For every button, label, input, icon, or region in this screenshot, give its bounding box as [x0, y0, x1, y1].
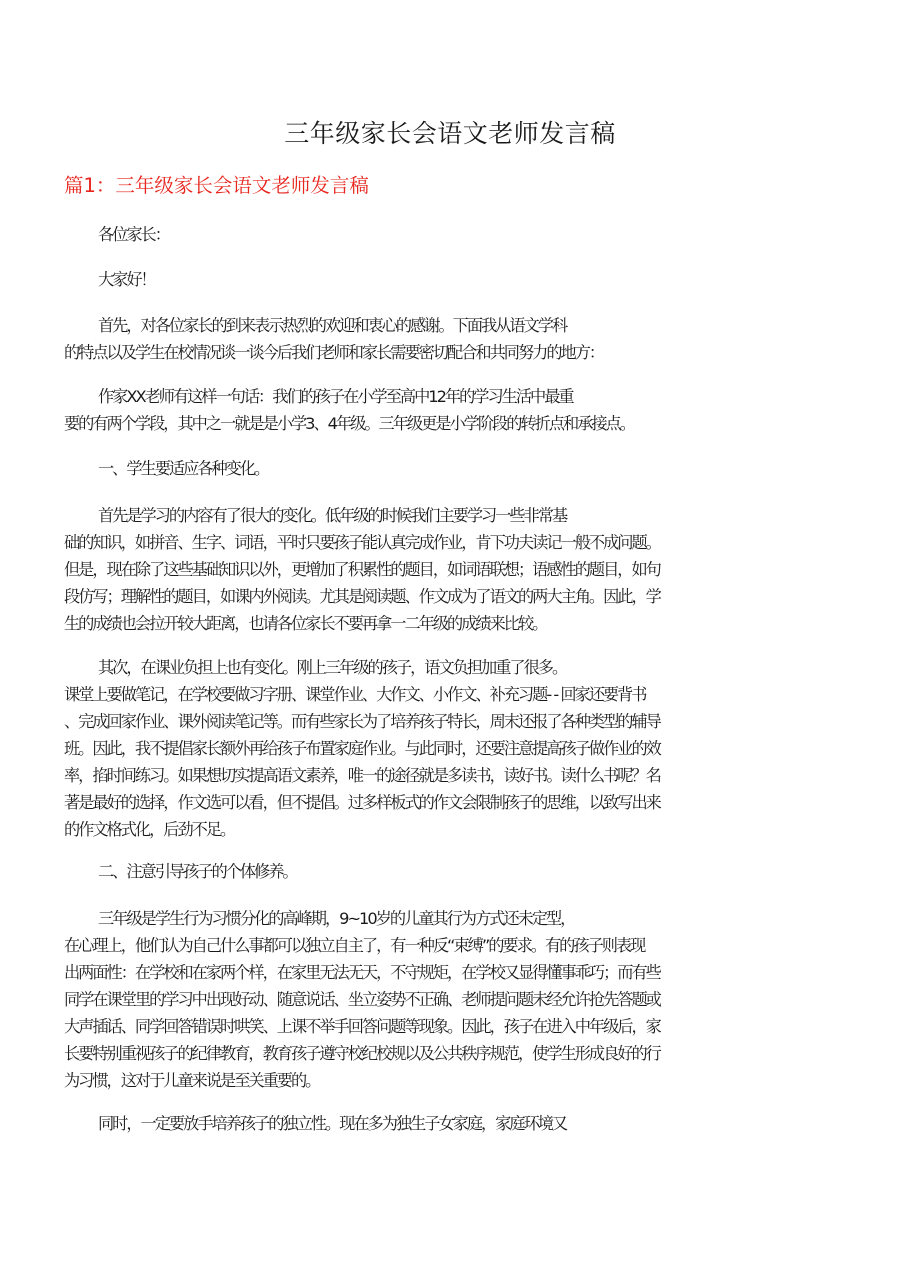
- paragraph-line: 大声插话、同学回答错误时哄笑、上课不举手回答问题等现象。因此，孩子在进入中年级后，家: [64, 1017, 660, 1036]
- paragraph-line: 但是，现在除了这些基础知识以外，更增加了积累性的题目，如词语联想；语感性的题目，如句: [64, 560, 660, 579]
- paragraph-line: 同学在课堂里的学习中出现好动、随意说话、坐立姿势不正确、老师提问题未经允许抢先答题或: [64, 990, 660, 1009]
- paragraph-line: 一、学生要适应各种变化。: [98, 459, 269, 478]
- paragraph-line: 率，掐时间练习。如果想切实提高语文素养，唯一的途径就是多读书，读好书。读什么书呢？名: [64, 766, 660, 785]
- paragraph-line: 段仿写；理解性的题目，如课内外阅读。尤其是阅读题、作文成为了语文的两大主角。因此，学: [64, 587, 660, 606]
- paragraph-line: 二、注意引导孩子的个体修养。: [98, 862, 297, 881]
- paragraph-salutation: [64, 221, 844, 248]
- paragraph-line: 班。因此，我不提倡家长额外再给孩子布置家庭作业。与此同时，还要注意提高孩子做作业的效: [64, 739, 660, 758]
- paragraph-line: 的特点以及学生在校情况谈一谈今后我们老师和家长需要密切配合和共同努力的地方：: [64, 343, 604, 362]
- paragraph-quote: [64, 383, 844, 437]
- paragraph-line: 要的有两个学段，其中之一就是是小学3、4年级。三年级更是小学阶段的转折点和承接点。: [64, 414, 634, 433]
- paragraph-line: 首先，对各位家长的到来表示热烈的欢迎和衷心的感谢。下面我从语文学科: [98, 316, 567, 335]
- paragraph-line: 生的成绩也会拉开较大距离，也请各位家长不要再拿一二年级的成绩来比较。: [64, 614, 547, 633]
- paragraph-behavior: [64, 905, 844, 1094]
- paragraph-independence: [64, 1110, 844, 1137]
- subheading-two: [64, 858, 844, 885]
- paragraph-workload: [64, 654, 844, 843]
- paragraph-line: 首先是学习的内容有了很大的变化。低年级的时候我们主要学习一些非常基: [98, 506, 567, 525]
- paragraph-line: 础的知识，如拼音、生字、词语，平时只要孩子能认真完成作业，肯下功夫读记一般不成问题。: [64, 533, 660, 552]
- paragraph-line: 为习惯，这对于儿童来说是至关重要的。: [64, 1071, 320, 1090]
- paragraph-line: 在心理上，他们认为自己什么事都可以独立自主了，有一种反“束缚”的要求。有的孩子则表现: [64, 936, 645, 955]
- paragraph-line: 出两面性：在学校和在家两个样，在家里无法无天，不守规矩，在学校又显得懂事乖巧；而有些: [64, 963, 660, 982]
- paragraph-line: 长要特别重视孩子的纪律教育，教育孩子遵守校纪校规以及公共秩序规范，使学生形成良好的行: [64, 1044, 660, 1063]
- paragraph-line: 著是最好的选择，作文选可以看，但不提倡。过多样板式的作文会限制孩子的思维，以致写出来: [64, 793, 660, 812]
- paragraph-line: 各位家长：: [98, 225, 169, 244]
- paragraph-line: 、完成回家作业、课外阅读笔记等。而有些家长为了培养孩子特长，周末还报了各种类型的辅导: [64, 712, 660, 731]
- paragraph-intro: [64, 312, 844, 366]
- paragraph-greeting: [64, 266, 844, 293]
- subheading-one: [64, 455, 844, 482]
- paragraph-line: 同时，一定要放手培养孩子的独立性。现在多为独生子女家庭，家庭环境又: [98, 1114, 567, 1133]
- section-heading: 篇1：三年级家长会语文老师发言稿: [64, 174, 369, 197]
- paragraph-line: 大家好！: [98, 270, 155, 289]
- paragraph-line: 三年级是学生行为习惯分化的高峰期，9~10岁的儿童其行为方式还未定型，: [98, 909, 575, 928]
- document-title: 三年级家长会语文老师发言稿: [284, 119, 616, 148]
- paragraph-line: 课堂上要做笔记，在学校要做习字册、课堂作业、大作文、小作文、补充习题- - 回家还要背书: [64, 685, 646, 704]
- paragraph-line: 其次，在课业负担上也有变化。刚上三年级的孩子，语文负担加重了很多。: [98, 658, 567, 677]
- paragraph-content-change: [64, 502, 844, 637]
- paragraph-line: 的作文格式化，后劲不足。: [64, 820, 235, 839]
- paragraph-line: 作家XX老师有这样一句话：我们的孩子在小学至高中12年的学习生活中最重: [98, 387, 573, 406]
